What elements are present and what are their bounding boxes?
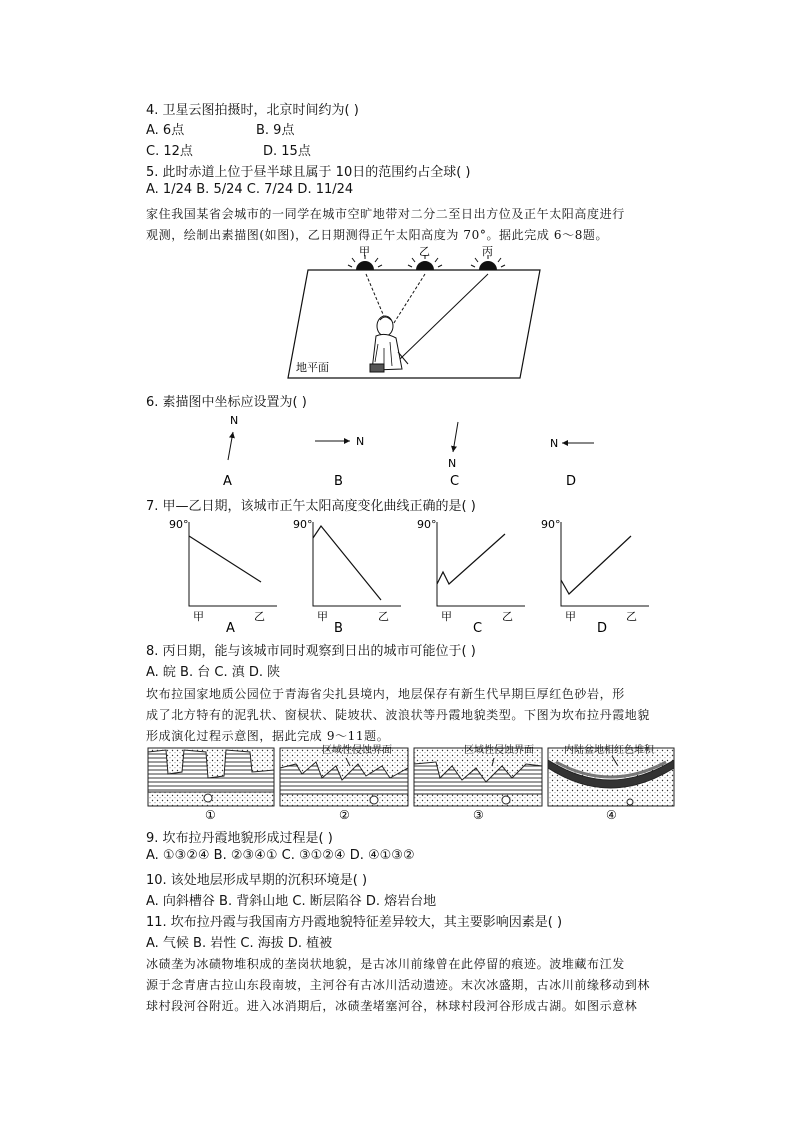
q4-option-b: B. 9点 [256, 123, 295, 138]
q6-arrow-c [453, 422, 458, 452]
q6-north-d: N [550, 437, 559, 450]
passage3-line1: 冰碛垄为冰碛物堆积成的垄岗状地貌，是古冰川前缘曾在此停留的痕迹。波堆藏布江发 [146, 957, 625, 971]
q7-label-c: C [473, 621, 483, 636]
evolution-panel-2 [280, 748, 408, 806]
q7-c-jia: 甲 [441, 610, 452, 623]
q7-b-jia: 甲 [317, 610, 328, 623]
q7-d-jia: 甲 [565, 610, 576, 623]
danxia-evolution-figure [146, 744, 676, 820]
evolution-panel-3 [414, 748, 542, 806]
q7-a-jia: 甲 [193, 610, 204, 623]
sight-line-yi [392, 274, 425, 326]
q6-north-c: N [448, 457, 457, 470]
passage2-line3: 形成演化过程示意图，据此完成 9～11题。 [146, 729, 390, 743]
evolution-number-1: ① [205, 808, 216, 820]
q7-b-deg: 90° [293, 518, 313, 531]
evolution-number-4: ④ [606, 808, 617, 820]
sun-jia-label: 甲 [359, 245, 370, 258]
evolution-panel-4 [548, 748, 674, 806]
q7-graph-c [417, 518, 525, 636]
q5-stem: 5. 此时赤道上位于昼半球且属于 10日的范围约占全球( ) [146, 165, 471, 180]
q7-c-deg: 90° [417, 518, 437, 531]
sun-observation-sketch [280, 244, 550, 384]
evolution-number-2: ② [339, 808, 350, 820]
q6-north-b: N [356, 435, 365, 448]
passage2-line1: 坎布拉国家地质公园位于青海省尖扎县境内，地层保存有新生代早期巨厚红色砂岩，形 [146, 687, 625, 701]
evolution-number-3: ③ [473, 808, 484, 820]
sight-line-bing [400, 274, 488, 359]
evolution-label-4: 内陆盆地相红色堆积 [564, 745, 654, 756]
passage1-line2: 观测，绘制出素描图(如图)，乙日期测得正午太阳高度为 70°。据此完成 6～8题。 [146, 228, 609, 242]
q7-label-b: B [334, 621, 343, 636]
q9-options: A. ①③②④ B. ②③④① C. ③①②④ D. ④①③② [146, 848, 415, 863]
q11-stem: 11. 坎布拉丹霞与我国南方丹霞地貌特征差异较大，其主要影响因素是( ) [146, 915, 563, 930]
evolution-panel-1 [148, 748, 274, 806]
q10-options: A. 向斜槽谷 B. 背斜山地 C. 断层陷谷 D. 熔岩台地 [146, 894, 437, 909]
q6-label-c: C [450, 474, 460, 489]
q9-stem: 9. 坎布拉丹霞地貌形成过程是( ) [146, 831, 333, 846]
q7-d-deg: 90° [541, 518, 561, 531]
q6-label-d: D [566, 474, 577, 489]
q6-north-a: N [230, 414, 239, 427]
q7-b-yi: 乙 [378, 610, 389, 623]
q8-options: A. 皖 B. 台 C. 滇 D. 陕 [146, 665, 281, 680]
q7-curve-options [165, 514, 655, 636]
q4-option-d: D. 15点 [263, 144, 311, 159]
q6-label-a: A [223, 474, 232, 489]
q7-a-deg: 90° [169, 518, 189, 531]
q11-options: A. 气候 B. 岩性 C. 海拔 D. 植被 [146, 936, 333, 951]
q7-c-yi: 乙 [502, 610, 513, 623]
q4-stem: 4. 卫星云图拍摄时，北京时间约为( ) [146, 103, 359, 118]
passage3-line3: 球村段河谷附近。进入冰消期后，冰碛垄堵塞河谷，林球村段河谷形成古湖。如图示意林 [146, 999, 638, 1013]
q10-stem: 10. 该处地层形成早期的沉积环境是( ) [146, 873, 368, 888]
observer-figure-icon [370, 316, 408, 372]
q4-option-a: A. 6点 [146, 123, 185, 138]
q6-stem: 6. 素描图中坐标应设置为( ) [146, 395, 307, 410]
sun-yi-label: 乙 [419, 245, 430, 258]
q7-graph-b [293, 518, 401, 636]
q7-label-d: D [597, 621, 608, 636]
q7-graph-a [169, 518, 277, 636]
q7-stem: 7. 甲—乙日期，该城市正午太阳高度变化曲线正确的是( ) [146, 499, 476, 514]
q7-d-yi: 乙 [626, 610, 637, 623]
q6-label-b: B [334, 474, 343, 489]
q6-compass-options [200, 410, 600, 490]
sun-bing-label: 丙 [482, 245, 493, 258]
passage2-line2: 成了北方特有的泥乳状、窗棂状、陡坡状、波浪状等丹霞地貌类型。下图为坎布拉丹霞地貌 [146, 708, 651, 722]
passage3-line2: 源于念青唐古拉山东段南坡，主河谷有古冰川活动遗迹。末次冰盛期，古冰川前缘移动到林 [146, 978, 651, 992]
q6-arrow-a [228, 432, 233, 460]
ground-plane-label: 地平面 [296, 361, 329, 374]
evolution-label-3: 区域性侵蚀界面 [464, 745, 534, 756]
q7-graph-d [541, 518, 649, 636]
q4-option-c: C. 12点 [146, 144, 193, 159]
passage1-line1: 家住我国某省会城市的一同学在城市空旷地带对二分二至日出方位及正午太阳高度进行 [146, 207, 625, 221]
evolution-label-2: 区域性侵蚀界面 [322, 745, 392, 756]
q7-label-a: A [226, 621, 235, 636]
q5-options: A. 1/24 B. 5/24 C. 7/24 D. 11/24 [146, 182, 354, 197]
q8-stem: 8. 丙日期，能与该城市同时观察到日出的城市可能位于( ) [146, 644, 476, 659]
q7-a-yi: 乙 [254, 610, 265, 623]
